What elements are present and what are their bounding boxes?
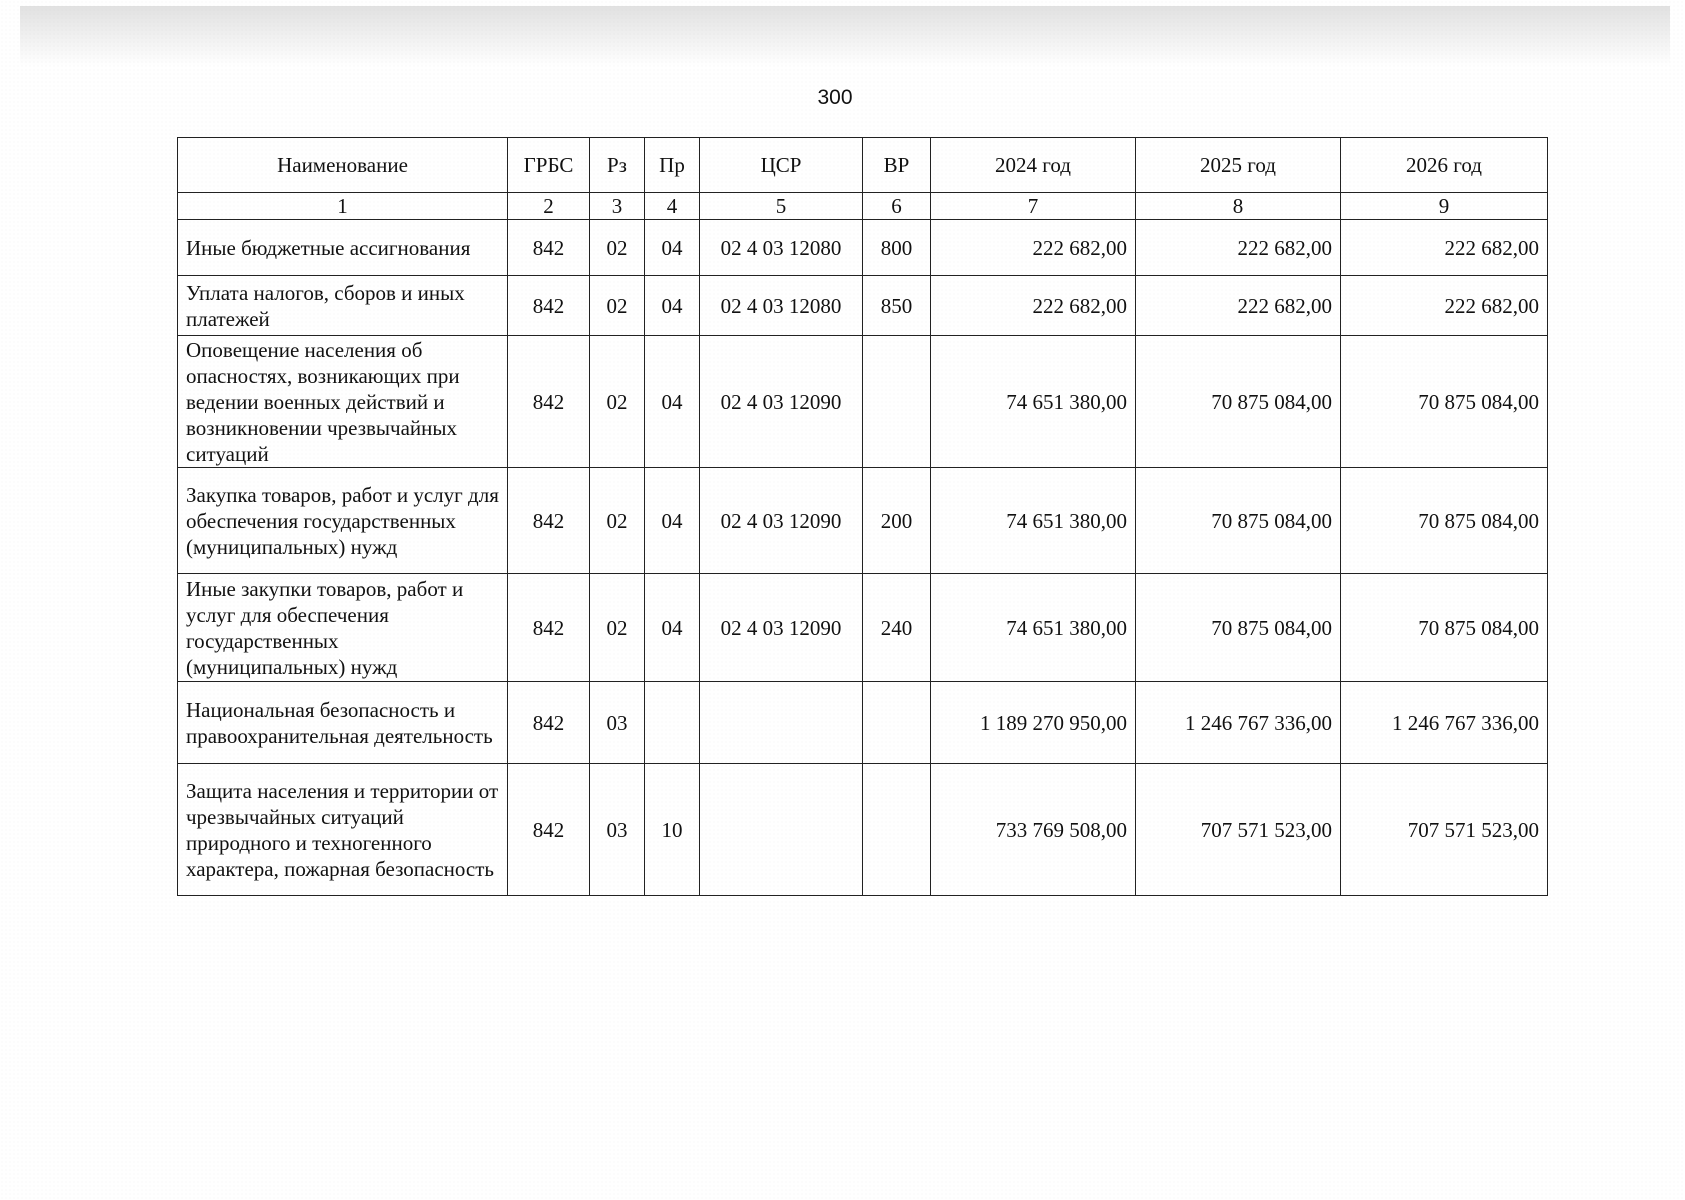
row-pr: 04	[645, 574, 700, 682]
header-pr: Пр	[645, 138, 700, 193]
column-number: 9	[1341, 193, 1548, 220]
budget-table	[177, 137, 1548, 896]
table-row	[178, 468, 1548, 574]
header-2024: 2024 год	[931, 138, 1136, 193]
row-rz: 02	[590, 468, 645, 574]
row-rz: 02	[590, 336, 645, 468]
header-csr: ЦСР	[700, 138, 863, 193]
row-csr: 02 4 03 12080	[700, 220, 863, 276]
row-name: Защита населения и территории от чрезвычайных ситуаций природного и техногенного характера, пожарная безопасность	[178, 764, 508, 896]
row-amount-2025: 70 875 084,00	[1136, 468, 1341, 574]
row-vr	[863, 764, 931, 896]
row-pr: 04	[645, 468, 700, 574]
row-amount-2026: 222 682,00	[1341, 220, 1548, 276]
header-rz: Рз	[590, 138, 645, 193]
row-amount-2024: 222 682,00	[931, 220, 1136, 276]
header-grbs: ГРБС	[508, 138, 590, 193]
row-pr	[645, 682, 700, 764]
header-row	[178, 138, 1548, 193]
row-grbs: 842	[508, 468, 590, 574]
row-amount-2024: 1 189 270 950,00	[931, 682, 1136, 764]
row-amount-2024: 74 651 380,00	[931, 336, 1136, 468]
header-vr: ВР	[863, 138, 931, 193]
column-number: 3	[590, 193, 645, 220]
row-vr	[863, 682, 931, 764]
row-vr: 800	[863, 220, 931, 276]
row-name: Иные закупки товаров, работ и услуг для обеспечения государственных (муниципальных) нужд	[178, 574, 508, 682]
row-grbs: 842	[508, 220, 590, 276]
row-csr: 02 4 03 12080	[700, 276, 863, 336]
row-amount-2026: 70 875 084,00	[1341, 468, 1548, 574]
row-name: Национальная безопасность и правоохранительная деятельность	[178, 682, 508, 764]
row-amount-2025: 70 875 084,00	[1136, 574, 1341, 682]
row-vr	[863, 336, 931, 468]
row-amount-2026: 707 571 523,00	[1341, 764, 1548, 896]
row-name: Иные бюджетные ассигнования	[178, 220, 508, 276]
column-number: 6	[863, 193, 931, 220]
row-amount-2024: 222 682,00	[931, 276, 1136, 336]
row-amount-2024: 74 651 380,00	[931, 574, 1136, 682]
row-grbs: 842	[508, 574, 590, 682]
row-grbs: 842	[508, 682, 590, 764]
row-amount-2026: 1 246 767 336,00	[1341, 682, 1548, 764]
row-name: Уплата налогов, сборов и иных платежей	[178, 276, 508, 336]
row-csr: 02 4 03 12090	[700, 468, 863, 574]
scan-edge-shadow	[20, 6, 1670, 66]
column-number: 1	[178, 193, 508, 220]
row-rz: 02	[590, 276, 645, 336]
row-csr	[700, 682, 863, 764]
table-row	[178, 276, 1548, 336]
page-number: 300	[817, 86, 853, 109]
row-pr: 04	[645, 276, 700, 336]
row-rz: 03	[590, 764, 645, 896]
table-row	[178, 220, 1548, 276]
row-vr: 200	[863, 468, 931, 574]
row-grbs: 842	[508, 336, 590, 468]
row-amount-2025: 707 571 523,00	[1136, 764, 1341, 896]
header-name: Наименование	[178, 138, 508, 193]
row-name: Закупка товаров, работ и услуг для обеспечения государственных (муниципальных) нужд	[178, 468, 508, 574]
column-number: 2	[508, 193, 590, 220]
row-csr	[700, 764, 863, 896]
row-grbs: 842	[508, 276, 590, 336]
row-rz: 02	[590, 220, 645, 276]
row-amount-2024: 74 651 380,00	[931, 468, 1136, 574]
row-amount-2025: 222 682,00	[1136, 220, 1341, 276]
column-number: 8	[1136, 193, 1341, 220]
row-name: Оповещение населения об опасностях, возникающих при ведении военных действий и возникновении чрезвычайных ситуаций	[178, 336, 508, 468]
table-row	[178, 336, 1548, 468]
header-2025: 2025 год	[1136, 138, 1341, 193]
row-csr: 02 4 03 12090	[700, 336, 863, 468]
row-grbs: 842	[508, 764, 590, 896]
row-pr: 04	[645, 220, 700, 276]
row-csr: 02 4 03 12090	[700, 574, 863, 682]
row-amount-2026: 70 875 084,00	[1341, 574, 1548, 682]
table-row	[178, 682, 1548, 764]
row-vr: 850	[863, 276, 931, 336]
row-amount-2024: 733 769 508,00	[931, 764, 1136, 896]
row-amount-2025: 1 246 767 336,00	[1136, 682, 1341, 764]
row-amount-2025: 222 682,00	[1136, 276, 1341, 336]
row-rz: 02	[590, 574, 645, 682]
column-number-row	[178, 193, 1548, 220]
row-amount-2026: 70 875 084,00	[1341, 336, 1548, 468]
row-vr: 240	[863, 574, 931, 682]
table-row	[178, 574, 1548, 682]
row-rz: 03	[590, 682, 645, 764]
row-pr: 04	[645, 336, 700, 468]
table-row	[178, 764, 1548, 896]
row-amount-2025: 70 875 084,00	[1136, 336, 1341, 468]
column-number: 4	[645, 193, 700, 220]
row-amount-2026: 222 682,00	[1341, 276, 1548, 336]
row-pr: 10	[645, 764, 700, 896]
column-number: 5	[700, 193, 863, 220]
column-number: 7	[931, 193, 1136, 220]
header-2026: 2026 год	[1341, 138, 1548, 193]
